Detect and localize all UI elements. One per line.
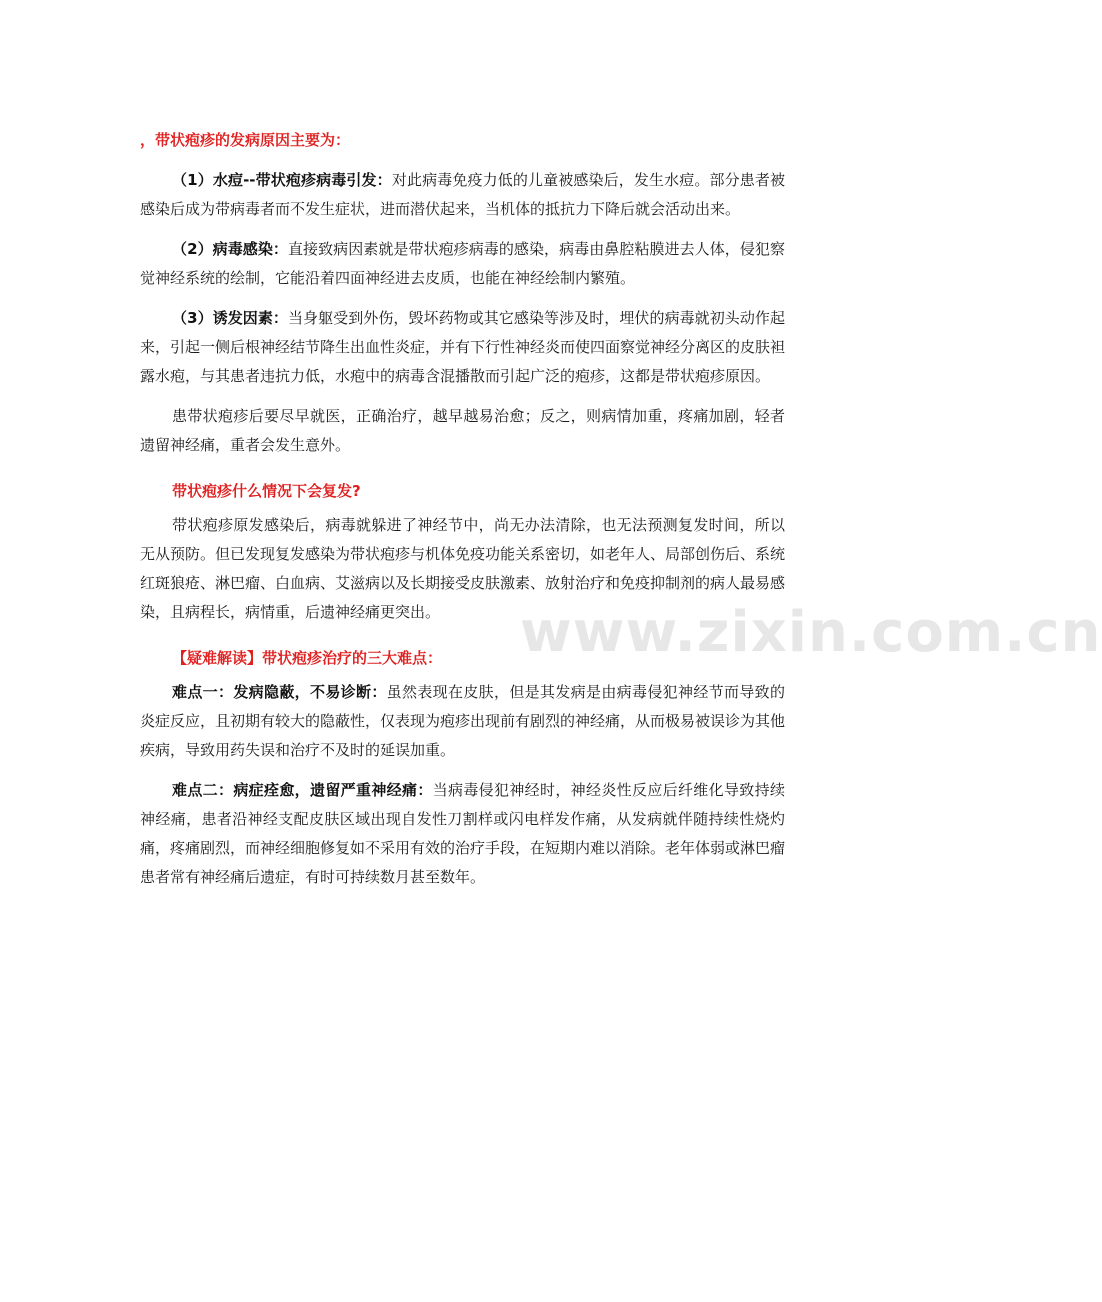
cause-paragraph-3 xyxy=(140,304,785,391)
heading-difficulties: 【疑难解读】带状疱疹治疗的三大难点： xyxy=(172,649,443,667)
watermark: www.zixin.com.cn xyxy=(520,600,1102,665)
difficulty-paragraph-1 xyxy=(140,678,785,765)
difficulty-lead-1: 难点一：发病隐蔽，不易诊断： xyxy=(172,683,387,701)
treatment-paragraph: 患带状疱疹后要尽早就医，正确治疗，越早越易治愈；反之，则病情加重，疼痛加剧，轻者遗留神经痛，重者会发生意外。 xyxy=(140,407,785,454)
document-body xyxy=(140,120,785,903)
cause-paragraph-2 xyxy=(140,235,785,293)
difficulty-text-1: 虽然表现在皮肤，但是其发病是由病毒侵犯神经节而导致的炎症反应，且初期有较大的隐蔽性，仅表现为疱疹出现前有剧烈的神经痛，从而极易被误诊为其他疾病，导致用药失误和治疗不及时的延误加重。 xyxy=(140,683,786,759)
cause-lead-3: （3）诱发因素： xyxy=(172,309,288,327)
recurrence-paragraph: 带状疱疹原发感染后，病毒就躲进了神经节中，尚无办法清除，也无法预测复发时间，所以无从预防。但已发现复发感染为带状疱疹与机体免疫功能关系密切，如老年人、局部创伤后、系统红斑狼疮、淋巴瘤、白血病、艾滋病以及长期接受皮肤激素、放射治疗和免疫抑制剂的病人最易感染，且病程长，病情重，后遗神经痛更突出。 xyxy=(140,516,786,621)
cause-text-2: 直接致病因素就是带状疱疹病毒的感染，病毒由鼻腔粘膜进去人体，侵犯察觉神经系统的绘制，它能沿着四面神经进去皮质，也能在神经绘制内繁殖。 xyxy=(140,240,785,287)
difficulty-lead-2: 难点二：病症痊愈，遗留严重神经痛： xyxy=(172,781,433,799)
cause-lead-2: （2）病毒感染： xyxy=(172,240,288,258)
difficulty-text-2: 当病毒侵犯神经时，神经炎性反应后纤维化导致持续神经痛，患者沿神经支配皮肤区域出现自发性刀割样或闪电样发作痛，从发病就伴随持续性烧灼痛，疼痛剧烈，而神经细胞修复如不采用有效的治疗手段，在短期内难以消除。老年体弱或淋巴瘤患者常有神经痛后遗症，有时可持续数月甚至数年。 xyxy=(140,781,786,886)
heading-causes: ，带状疱疹的发病原因主要为： xyxy=(140,131,351,149)
cause-lead-1: （1）水痘--带状疱疹病毒引发： xyxy=(172,171,392,189)
cause-paragraph-1 xyxy=(140,166,785,224)
cause-text-3: 当身躯受到外伤，毁坏药物或其它感染等涉及时，埋伏的病毒就初头动作起来，引起一侧后根神经结节降生出血性炎症，并有下行性神经炎而使四面察觉神经分离区的皮肤袒露水疱，与其患者违抗力低，水疱中的病毒含混播散而引起广泛的疱疹，这都是带状疱疹原因。 xyxy=(140,309,786,385)
cause-text-1: 对此病毒免疫力低的儿童被感染后，发生水痘。部分患者被感染后成为带病毒者而不发生症状，进而潜伏起来，当机体的抵抗力下降后就会活动出来。 xyxy=(140,171,785,218)
difficulty-paragraph-2 xyxy=(140,776,785,892)
heading-recurrence: 带状疱疹什么情况下会复发? xyxy=(172,482,361,500)
